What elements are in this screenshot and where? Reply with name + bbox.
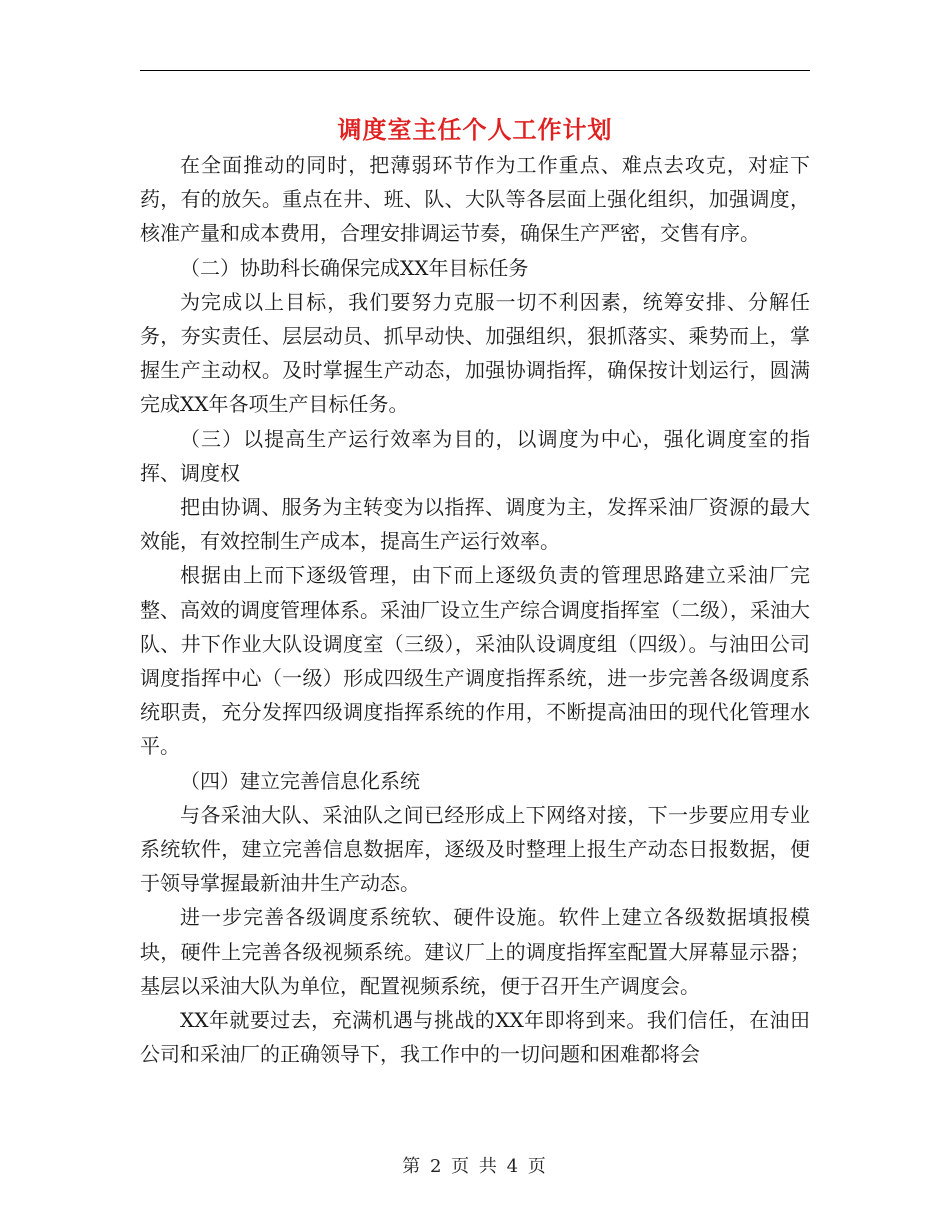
page-number: 第 2 页 共 4 页 xyxy=(402,1156,548,1177)
section-heading: （二）协助科长确保完成XX年目标任务 xyxy=(180,255,529,280)
header-rule xyxy=(140,70,810,71)
body-paragraph: 进一步完善各级调度系统软、硬件设施。软件上建立各级数据填报模块，硬件上完善各级视频系统。建议厂上的调度指挥室配置大屏幕显示器；基层以采油大队为单位，配置视频系统，便于召开生产调度会。 xyxy=(140,905,810,998)
section-heading: （三）以提高生产运行效率为目的，以调度为中心，强化调度室的指挥、调度权 xyxy=(140,426,810,485)
document-body xyxy=(140,148,810,1071)
document-title: 调度室主任个人工作计划 xyxy=(337,116,613,144)
body-paragraph: 根据由上而下逐级管理，由下而上逐级负责的管理思路建立采油厂完整、高效的调度管理体系。采油厂设立生产综合调度指挥室（二级），采油大队、井下作业大队设调度室（三级），采油队设调度组（四级）。与油田公司调度指挥中心（一级）形成四级生产调度指挥系统，进一步完善各级调度系统职责，充分发挥四级调度指挥系统的作用，不断提高油田的现代化管理水平。 xyxy=(140,563,810,759)
body-paragraph: 与各采油大队、采油队之间已经形成上下网络对接，下一步要应用专业系统软件，建立完善信息数据库，逐级及时整理上报生产动态日报数据，便于领导掌握最新油井生产动态。 xyxy=(140,802,810,896)
body-paragraph: 为完成以上目标，我们要努力克服一切不利因素，统筹安排、分解任务，夯实责任、层层动员、抓早动快、加强组织，狠抓落实、乘势而上，掌握生产主动权。及时掌握生产动态，加强协调指挥，确保按计划运行，圆满完成XX年各项生产目标任务。 xyxy=(140,289,810,417)
body-paragraph: 把由协调、服务为主转变为以指挥、调度为主，发挥采油厂资源的最大效能，有效控制生产成本，提高生产运行效率。 xyxy=(140,495,810,554)
body-paragraph: XX年就要过去，充满机遇与挑战的XX年即将到来。我们信任，在油田公司和采油厂的正确领导下，我工作中的一切问题和困难都将会 xyxy=(140,1008,810,1067)
section-heading: （四）建立完善信息化系统 xyxy=(180,768,420,793)
body-paragraph: 在全面推动的同时，把薄弱环节作为工作重点、难点去攻克，对症下药，有的放矢。重点在井、班、队、大队等各层面上强化组织，加强调度，核准产量和成本费用，合理安排调运节奏，确保生产严密，交售有序。 xyxy=(140,153,810,246)
